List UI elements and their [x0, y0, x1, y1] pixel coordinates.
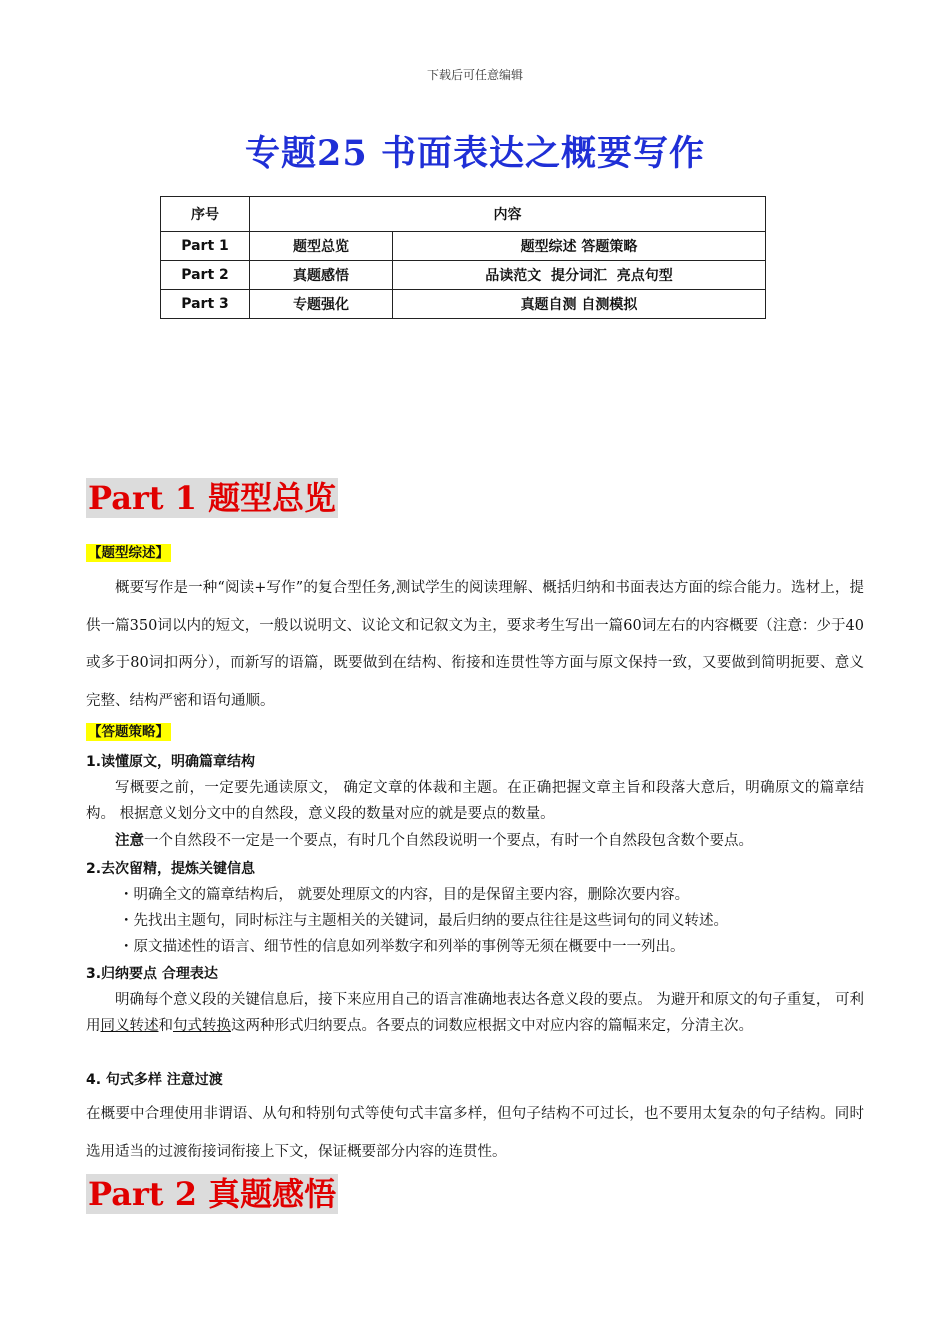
- part2-label: Part 2: [88, 1175, 197, 1213]
- s3-text-1: 明确每个意义段的关键信息后，接下来应用自己的语言准确地表达各意义段的要点。 为避开和原文的句子重复， 可利用: [86, 992, 864, 1034]
- s3-text-2: 和: [158, 1018, 173, 1034]
- note-text: 一个自然段不一定是一个要点，有时几个自然段说明一个要点，有时一个自然段包含数个要点。: [144, 833, 753, 849]
- s3-underline-2: 句式转换: [173, 1018, 231, 1034]
- table-header-content: 内容: [250, 197, 766, 232]
- strategy-4-paragraph: 在概要中合理使用非谓语、从句和特别句式等使句式丰富多样，但句子结构不可过长，也不要用太复杂的句子结构。同时选用适当的过渡衔接词衔接上下文，保证概要部分内容的连贯性。: [86, 1106, 864, 1160]
- strategy-1-heading: 1.读懂原文，明确篇章结构: [86, 754, 256, 770]
- strategy-2-bullet: ・先找出主题句，同时标注与主题相关的关键词，最后归纳的要点往往是这些词句的同义转述。: [119, 913, 728, 929]
- strategy-4-heading: 4. 句式多样 注意过渡: [86, 1072, 223, 1088]
- row-number: Part 3: [161, 290, 250, 319]
- overview-paragraph: 概要写作是一种“阅读+写作”的复合型任务,测试学生的阅读理解、概括归纳和书面表达方面的综合能力。选材上，提供一篇350词以内的短文，一般以说明文、议论文和记叙文为主，要求考生写出一篇60词左右的内容概要（注意：少于40或多于80词扣两分），而新写的语篇，既要做到在结构、衔接和连贯性等方面与原文保持一致，又要做到简明扼要、意义完整、结构严密和语句通顺。: [86, 580, 864, 709]
- strategy-3-paragraph: [86, 987, 864, 1039]
- page-header-note: 下载后可任意编辑: [426, 68, 523, 82]
- strategy-3-heading: 3.归纳要点 合理表达: [86, 966, 218, 982]
- page-title: 专题25 书面表达之概要写作: [245, 133, 705, 174]
- contents-table: [160, 196, 766, 319]
- table-header-row: [161, 197, 766, 232]
- strategy-1-paragraph: 写概要之前，一定要先通读原文， 确定文章的体裁和主题。在正确把握文章主旨和段落大意后，明确原文的篇章结构。 根据意义划分文中的自然段，意义段的数量对应的就是要点的数量。: [86, 780, 864, 822]
- strategy-2-heading: 2.去次留精，提炼关键信息: [86, 861, 256, 877]
- row-number: Part 2: [161, 261, 250, 290]
- table-row: [161, 290, 766, 319]
- overview-tag: 【题型综述】: [88, 545, 169, 561]
- row-name: 题型总览: [250, 232, 393, 261]
- row-content: 题型综述 答题策略: [393, 232, 766, 261]
- part2-name: 真题感悟: [208, 1175, 337, 1213]
- part1-name: 题型总览: [208, 479, 337, 517]
- part1-heading: [86, 478, 338, 518]
- strategy-2-bullet: ・明确全文的篇章结构后， 就要处理原文的内容，目的是保留主要内容，删除次要内容。: [119, 887, 690, 903]
- note-label: 注意: [115, 832, 144, 849]
- part2-heading: [86, 1174, 338, 1214]
- strategy-1-note: [86, 828, 864, 854]
- table-row: [161, 232, 766, 261]
- row-content: 真题自测 自测模拟: [393, 290, 766, 319]
- row-content: 品读范文 提分词汇 亮点句型: [393, 261, 766, 290]
- row-name: 真题感悟: [250, 261, 393, 290]
- s3-underline-1: 同义转述: [100, 1018, 159, 1034]
- strategy-2-bullet: ・原文描述性的语言、细节性的信息如列举数字和列举的事例等无须在概要中一一列出。: [119, 939, 685, 955]
- row-number: Part 1: [161, 232, 250, 261]
- table-header-number: 序号: [161, 197, 250, 232]
- table-row: [161, 261, 766, 290]
- s3-text-3: 这两种形式归纳要点。各要点的词数应根据文中对应内容的篇幅来定，分清主次。: [231, 1018, 753, 1034]
- strategy-tag: 【答题策略】: [88, 724, 169, 740]
- row-name: 专题强化: [250, 290, 393, 319]
- part1-label: Part 1: [88, 479, 197, 517]
